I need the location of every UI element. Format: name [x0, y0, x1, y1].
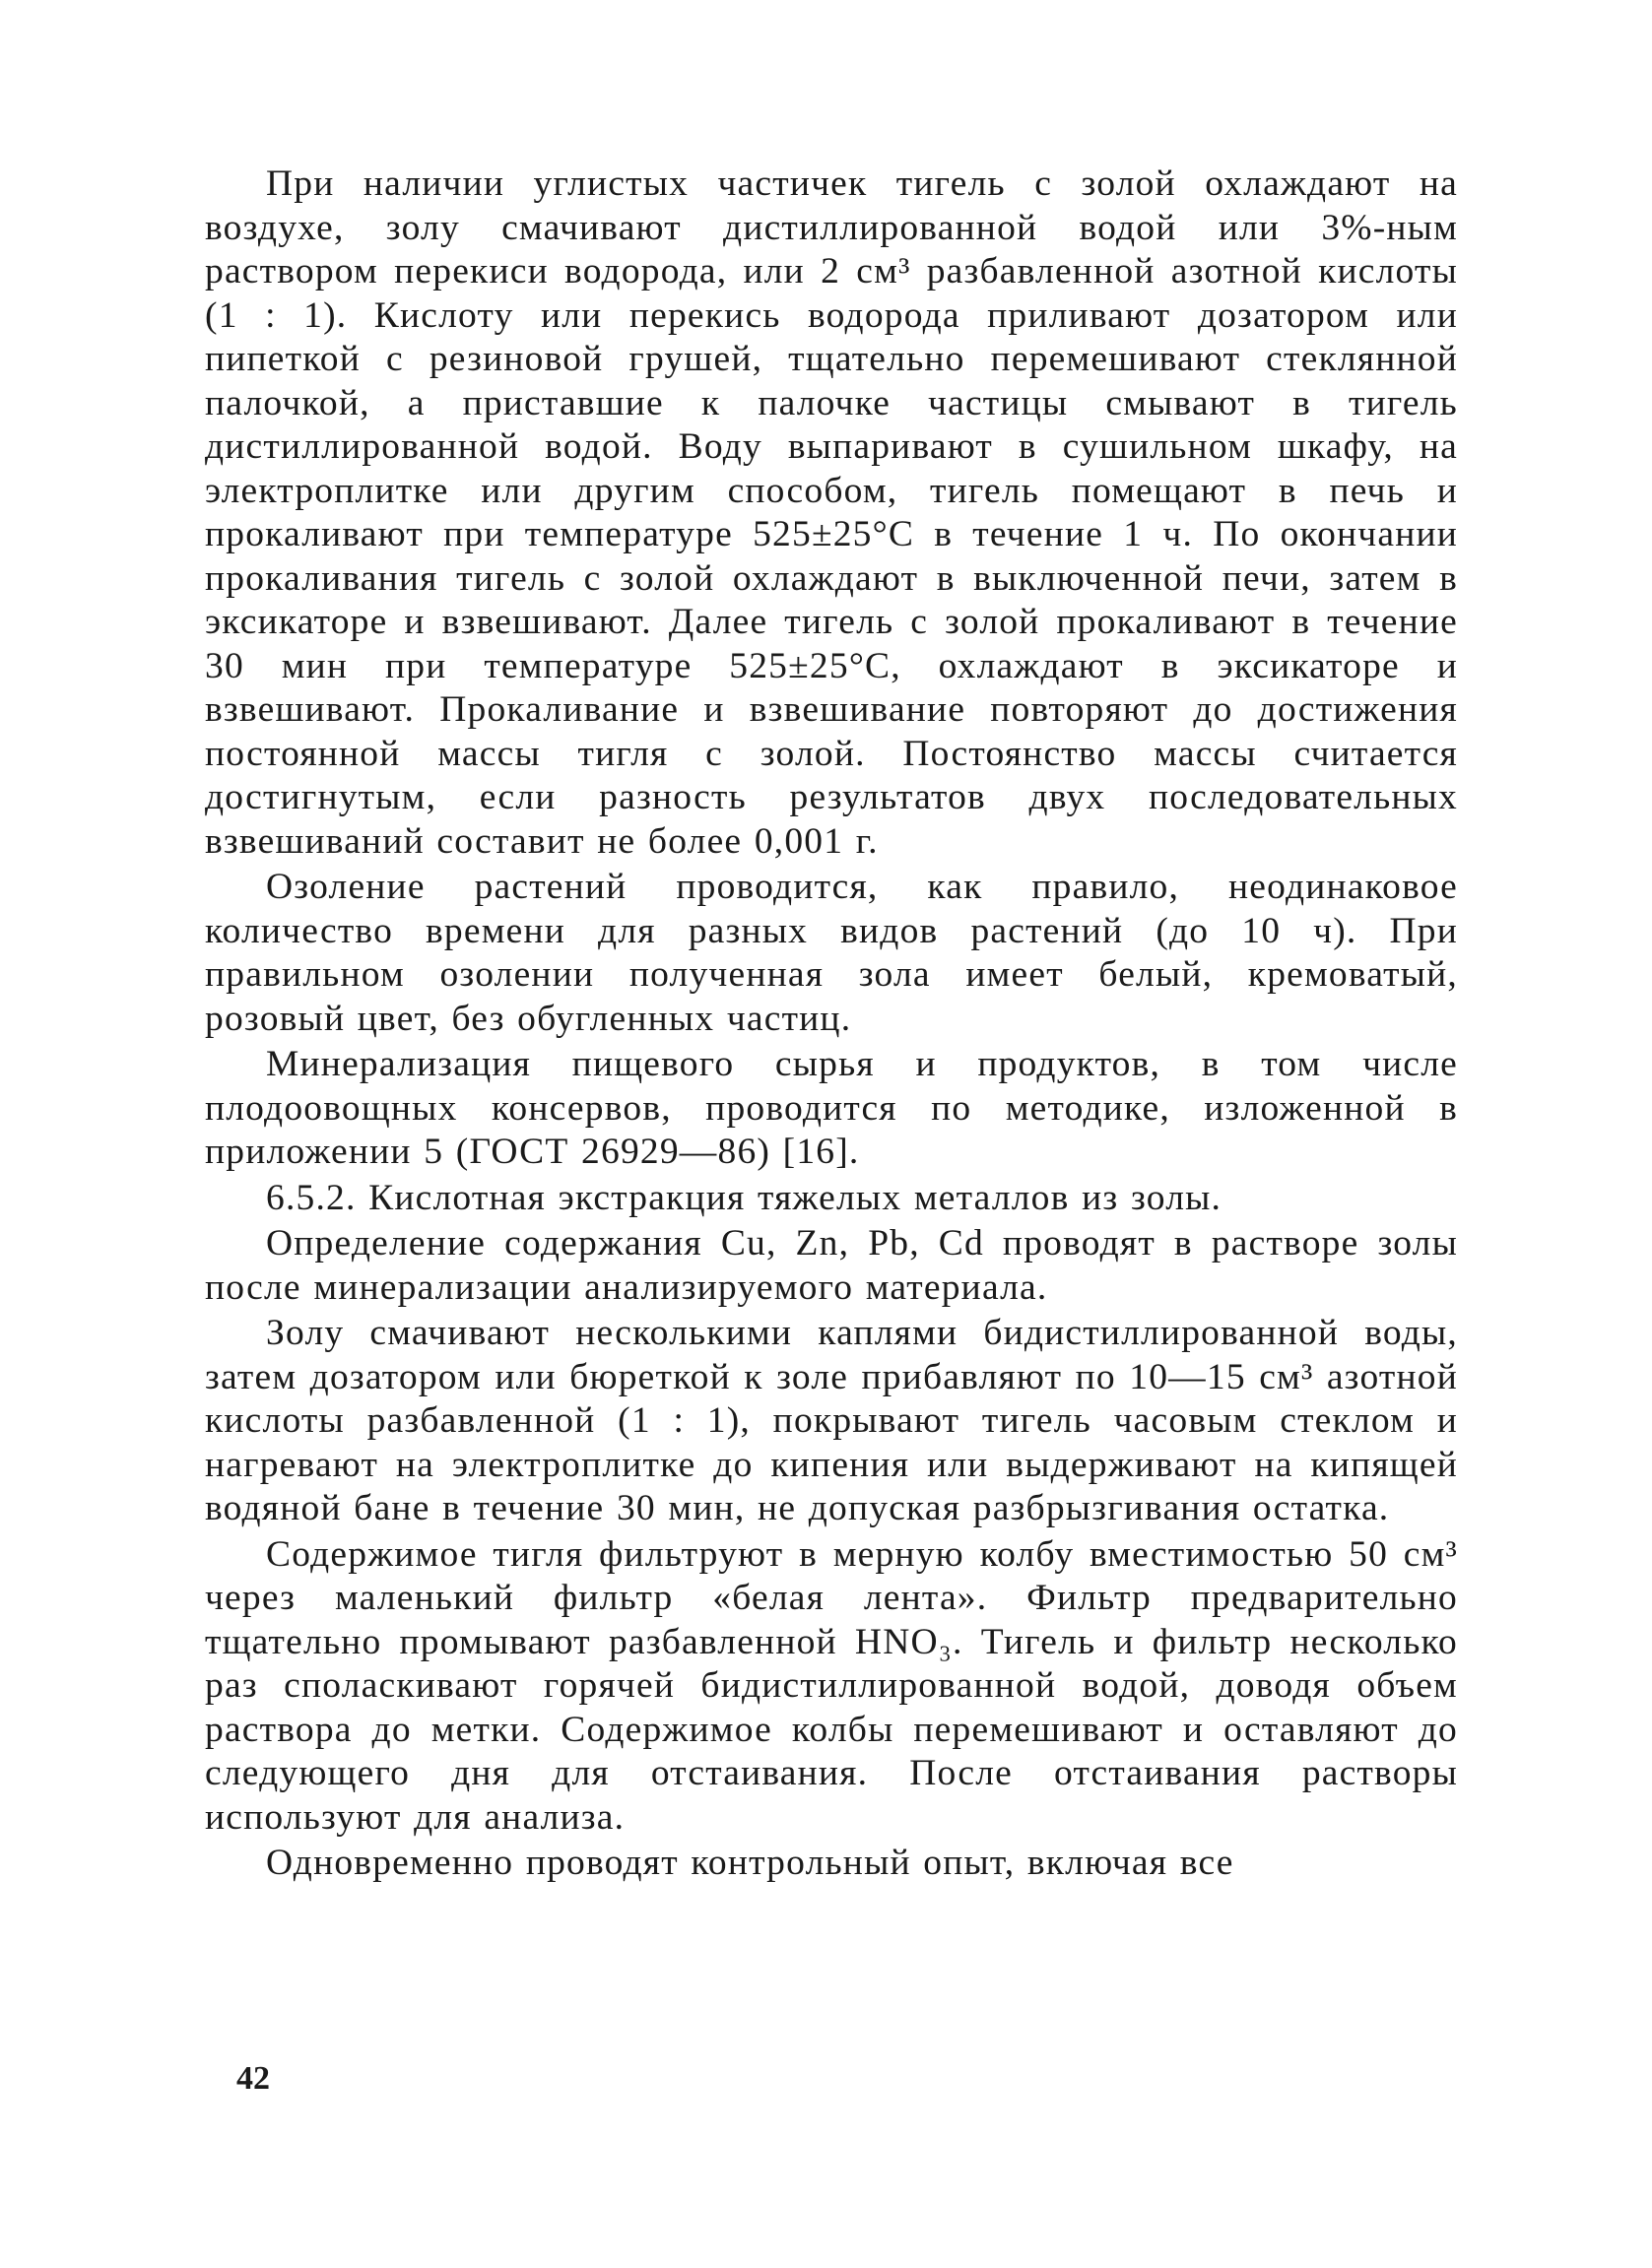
- paragraph-mineralization: Минерализация пищевого сырья и продуктов, в том числе плодоовощных консервов, проводится по методике, изложенной в приложении 5 (ГОСТ 26929—86) [16].: [205, 1044, 1458, 1172]
- paragraph-plant-ashing: Озоление растений проводится, как правило, неодинаковое количество времени для разных видов растений (до 10 ч). При правильном озолении полученная зола имеет белый, кремоватый, розовый цвет, без обугленных частиц.: [205, 867, 1458, 1039]
- page-body: [205, 162, 1458, 1888]
- paragraph-acid-wetting: Золу смачивают несколькими каплями бидистиллированной воды, затем дозатором или бюреткой к золе прибавляют по 10—15 см³ азотной кислоты разбавленной (1 : 1), покрывают тигель часовым стеклом и нагревают на электроплитке до кипения или выдерживают на кипящей водяной бане в течение 30 мин, не допуская разбрызгивания остатка.: [205, 1313, 1458, 1528]
- section-heading-6-5-2: 6.5.2. Кислотная экстракция тяжелых металлов из золы.: [266, 1177, 1222, 1218]
- paragraph-control-experiment: Одновременно проводят контрольный опыт, включая все: [266, 1843, 1234, 1883]
- paragraph-filtering: Содержимое тигля фильтруют в мерную колбу вместимостью 50 см³ через маленький фильтр «белая лента». Фильтр предварительно тщательно промывают разбавленной HNO₃. Тигель и фильтр несколько раз споласкивают горячей бидистиллированной водой, доводя объем раствора до метки. Содержимое колбы перемешивают и оставляют до следующего дня для отстаивания. После отстаивания растворы используют для анализа.: [205, 1533, 1458, 1838]
- paragraph-ashing-charred-particles: При наличии углистых частичек тигель с золой охлаждают на воздухе, золу смачивают дистиллированной водой или 3%-ным раствором перекиси водорода, или 2 см³ разбавленной азотной кислоты (1 : 1). Кислоту или перекись водорода приливают дозатором или пипеткой с резиновой грушей, тщательно перемешивают стеклянной палочкой, а приставшие к палочке частицы смывают в тигель дистиллированной водой. Воду выпаривают в сушильном шкафу, на электроплитке или другим способом, тигель помещают в печь и прокаливают при температуре 525±25°С в течение 1 ч. По окончании прокаливания тигель с золой охлаждают в выключенной печи, затем в эксикаторе и взвешивают. Далее тигель с золой прокаливают в течение 30 мин при температуре 525±25°С, охлаждают в эксикаторе и взвешивают. Прокаливание и взвешивание повторяют до достижения постоянной массы тигля с золой. Постоянство массы считается достигнутым, если разность результатов двух последовательных взвешиваний составит не более 0,001 г.: [205, 163, 1458, 862]
- page-number: 42: [236, 2060, 270, 2097]
- paragraph-determination: Определение содержания Cu, Zn, Pb, Cd проводят в растворе золы после минерализации анализируемого материала.: [205, 1223, 1458, 1308]
